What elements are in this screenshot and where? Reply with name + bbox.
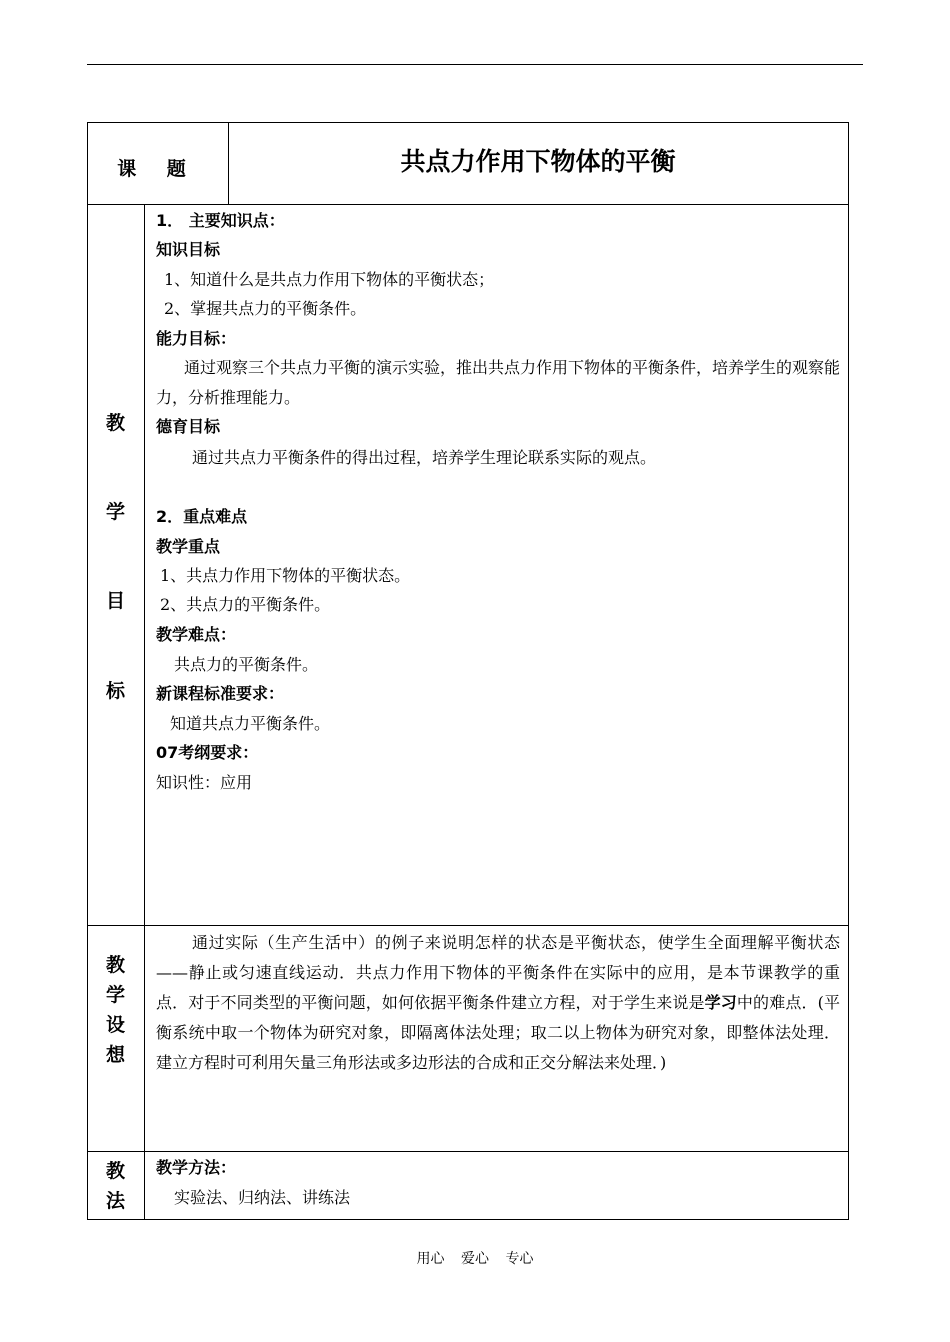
knowledge-goal-1: 1、知道什么是共点力作用下物体的平衡状态； bbox=[164, 270, 495, 289]
header-rule bbox=[87, 64, 863, 65]
method-content-cell bbox=[144, 1151, 849, 1220]
teaching-method-heading: 教学方法： bbox=[156, 1158, 237, 1177]
method-label-jiao: 教 bbox=[105, 1160, 125, 1182]
exam-requirement-text: 知识性：应用 bbox=[156, 773, 253, 792]
teaching-key-heading: 教学重点 bbox=[156, 537, 221, 556]
knowledge-goal-heading: 知识目标 bbox=[156, 240, 221, 259]
side-label-xue: 学 bbox=[105, 501, 125, 523]
design-paragraph bbox=[156, 928, 840, 1078]
method-label-fa: 法 bbox=[105, 1190, 125, 1212]
curriculum-standard-heading: 新课程标准要求： bbox=[156, 684, 285, 703]
side-label-mu: 目 bbox=[105, 590, 125, 612]
lesson-title: 共点力作用下物体的平衡 bbox=[400, 147, 676, 176]
design-label-she: 设 bbox=[105, 1014, 125, 1036]
teaching-difficulty-heading: 教学难点： bbox=[156, 625, 237, 644]
design-label-xue: 学 bbox=[105, 984, 125, 1006]
teaching-key-2: 2、共点力的平衡条件。 bbox=[160, 595, 331, 614]
knowledge-goal-2: 2、掌握共点力的平衡条件。 bbox=[164, 299, 367, 318]
teaching-method-text: 实验法、归纳法、讲练法 bbox=[174, 1188, 351, 1207]
design-label-xiang: 想 bbox=[105, 1044, 125, 1066]
page-footer: 用心 爱心 专心 bbox=[416, 1251, 534, 1267]
curriculum-standard-text: 知道共点力平衡条件。 bbox=[170, 714, 331, 733]
design-text-part-a: 通过实际（生产生活中）的例子来说明怎样的状态是平衡状态，使学生全面理解平衡状态——静止或匀速直线运动．共点力作用下物体的平衡条件在实际中的应用，是本节课教学的重点．对于不同类型的平衡问题，如何依据平衡条件建立方程，对于学生来说是 bbox=[156, 933, 840, 1012]
objectives-label-cell bbox=[87, 204, 145, 926]
moral-goal-heading: 德育目标 bbox=[156, 417, 221, 436]
ability-goal-heading: 能力目标： bbox=[156, 329, 237, 348]
section-heading-key-difficult: 2．重点难点 bbox=[156, 507, 248, 526]
design-label-jiao: 教 bbox=[105, 954, 125, 976]
design-text-part-b: 中的难点．(平衡系统中取一个物体为研究对象，即隔离体法处理；取二以上物体为研究对象，即整体法处理．建立方程时可利用矢量三角形法或多边形法的合成和正交分解法来处理．) bbox=[156, 993, 840, 1072]
teaching-difficulty-text: 共点力的平衡条件。 bbox=[174, 655, 319, 674]
side-label-jiao: 教 bbox=[105, 412, 125, 434]
side-label-biao: 标 bbox=[105, 680, 125, 702]
exam-requirement-heading: 07考纲要求： bbox=[156, 743, 259, 762]
design-text-bold: 学习 bbox=[704, 993, 737, 1012]
section-heading-knowledge-points: 1． 主要知识点： bbox=[156, 211, 285, 230]
moral-goal-text: 通过共点力平衡条件的得出过程，培养学生理论联系实际的观点。 bbox=[192, 448, 657, 467]
teaching-key-1: 1、共点力作用下物体的平衡状态。 bbox=[160, 566, 411, 585]
topic-label: 课 题 bbox=[117, 157, 198, 180]
ability-goal-text: 通过观察三个共点力平衡的演示实验，推出共点力作用下物体的平衡条件，培养学生的观察能力，分析推理能力。 bbox=[156, 358, 841, 407]
